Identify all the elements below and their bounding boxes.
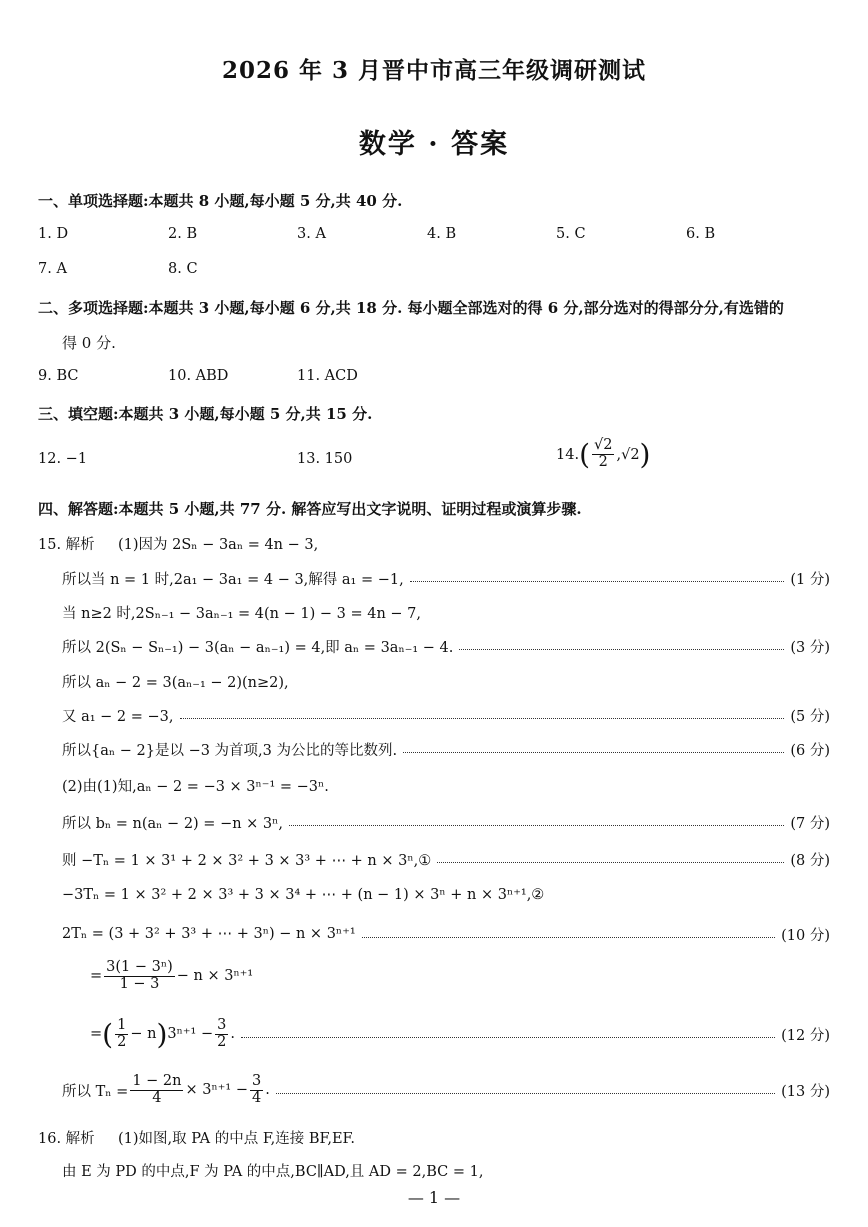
equals-sign: = bbox=[90, 968, 103, 985]
answer-item-14 bbox=[556, 438, 650, 471]
line-text: 所以{aₙ − 2}是以 −3 为首项,3 为公比的等比数列. bbox=[62, 742, 398, 759]
answer-label: 14. bbox=[556, 446, 580, 463]
fraction-numerator: 1 − 2n bbox=[132, 1072, 182, 1089]
section-heading-multi-choice: 二、多项选择题:本题共 3 小题,每小题 6 分,共 18 分. 每小题全部选对的得 6 分,部分选对的得部分分,有选错的 bbox=[38, 299, 784, 317]
dot-leader bbox=[403, 752, 784, 753]
dot-leader bbox=[276, 1093, 775, 1094]
answer-item: 11. ACD bbox=[297, 368, 358, 384]
line-text: 则 −Tₙ = 1 × 3¹ + 2 × 3² + 3 × 3³ + ⋯ + n × 3ⁿ,① bbox=[62, 852, 432, 869]
score-mark: (6 分) bbox=[790, 742, 830, 759]
line-text bbox=[62, 1074, 270, 1107]
score-mark: (1 分) bbox=[790, 571, 830, 588]
score-mark: (10 分) bbox=[781, 927, 830, 944]
paren-left: ( bbox=[579, 438, 590, 471]
dot-leader bbox=[241, 1037, 775, 1038]
exam-title: 2026 年 3 月晋中市高三年级调研测试 bbox=[221, 57, 647, 84]
fraction bbox=[250, 1074, 263, 1107]
solution-line-fraction bbox=[62, 1072, 830, 1106]
line-text bbox=[90, 1018, 235, 1051]
answer-item: 10. ABD bbox=[168, 368, 229, 384]
answer-item: 7. A bbox=[38, 261, 67, 277]
solution-line bbox=[62, 737, 830, 761]
solution-line bbox=[62, 922, 830, 946]
solution-line: 当 n≥2 时,2Sₙ₋₁ − 3aₙ₋₁ = 4(n − 1) − 3 = 4n − 7, bbox=[62, 606, 421, 622]
score-mark: (13 分) bbox=[781, 1083, 830, 1100]
solution-line bbox=[62, 810, 830, 834]
answer-item: 2. B bbox=[168, 226, 198, 242]
line-text: 所以 2(Sₙ − Sₙ₋₁) − 3(aₙ − aₙ₋₁) = 4,即 aₙ = 3aₙ₋₁ − 4. bbox=[62, 639, 454, 656]
score-mark: (12 分) bbox=[781, 1027, 830, 1044]
line-text: 又 a₁ − 2 = −3, bbox=[62, 708, 174, 725]
dot-leader bbox=[410, 581, 785, 582]
dot-leader bbox=[362, 937, 775, 938]
solution-line: −3Tₙ = 1 × 3² + 2 × 3³ + 3 × 3⁴ + ⋯ + (n − 1) × 3ⁿ + n × 3ⁿ⁺¹,② bbox=[62, 887, 545, 903]
fraction-denominator: 4 bbox=[251, 1089, 262, 1106]
answer-item: 3. A bbox=[297, 226, 326, 242]
equals-sign: = bbox=[90, 1026, 103, 1042]
line-text: − n bbox=[130, 1026, 157, 1042]
section-heading-solution: 四、解答题:本题共 5 小题,共 77 分. 解答应写出文字说明、证明过程或演算步骤. bbox=[38, 500, 582, 518]
paren-right: ) bbox=[156, 1017, 168, 1051]
fraction-denominator: 2 bbox=[217, 1033, 227, 1050]
dot-leader bbox=[437, 862, 784, 863]
question-15-label: 15. 解析 bbox=[38, 537, 95, 553]
fraction-numerator: 3(1 − 3ⁿ) bbox=[106, 959, 173, 975]
fraction-denominator: 1 − 3 bbox=[119, 975, 160, 992]
question-16-label: 16. 解析 bbox=[38, 1131, 95, 1147]
section-heading-fill-blank: 三、填空题:本题共 3 小题,每小题 5 分,共 15 分. bbox=[38, 405, 373, 423]
answer-item: 8. C bbox=[168, 261, 198, 277]
solution-line: 由 E 为 PD 的中点,F 为 PA 的中点,BC∥AD,且 AD = 2,BC = 1, bbox=[62, 1164, 484, 1180]
answer-item: 6. B bbox=[686, 226, 716, 242]
dot-leader bbox=[459, 649, 784, 650]
score-mark: (3 分) bbox=[790, 639, 830, 656]
solution-line bbox=[62, 703, 830, 727]
paren-left: ( bbox=[102, 1017, 114, 1051]
score-mark: (7 分) bbox=[790, 815, 830, 832]
answer-tail: ,√2 bbox=[616, 446, 640, 463]
solution-line-fraction bbox=[90, 1016, 830, 1051]
solution-line: 所以 aₙ − 2 = 3(aₙ₋₁ − 2)(n≥2), bbox=[62, 675, 289, 691]
line-text: 所以 Tₙ = bbox=[62, 1083, 129, 1100]
subject-title: 数学 · 答案 bbox=[358, 129, 510, 160]
fraction-denominator: 2 bbox=[598, 454, 608, 470]
fraction bbox=[115, 1018, 128, 1051]
fraction-numerator: 1 bbox=[117, 1016, 127, 1033]
section-heading-continued: 得 0 分. bbox=[62, 334, 116, 352]
fraction bbox=[592, 438, 614, 471]
answer-item: 4. B bbox=[427, 226, 457, 242]
line-text: 所以 bₙ = n(aₙ − 2) = −n × 3ⁿ, bbox=[62, 815, 284, 832]
score-mark: (5 分) bbox=[790, 708, 830, 725]
page-number: — 1 — bbox=[407, 1188, 461, 1207]
fraction bbox=[104, 960, 175, 993]
fraction-denominator: 4 bbox=[152, 1089, 162, 1106]
line-text: − n × 3ⁿ⁺¹ bbox=[176, 968, 254, 985]
section-heading-single-choice: 一、单项选择题:本题共 8 小题,每小题 5 分,共 40 分. bbox=[38, 192, 403, 210]
score-mark: (8 分) bbox=[790, 852, 830, 869]
answer-item: 1. D bbox=[38, 226, 69, 242]
line-text: 3ⁿ⁺¹ − bbox=[167, 1026, 214, 1042]
line-text: 2Tₙ = (3 + 3² + 3³ + ⋯ + 3ⁿ) − n × 3ⁿ⁺¹ bbox=[62, 926, 356, 942]
paren-right: ) bbox=[639, 438, 651, 471]
period: . bbox=[230, 1026, 235, 1042]
line-text: 所以当 n = 1 时,2a₁ − 3a₁ = 4 − 3,解得 a₁ = −1, bbox=[62, 571, 404, 588]
period: . bbox=[265, 1082, 270, 1098]
fraction-denominator: 2 bbox=[117, 1033, 127, 1050]
answer-item: 13. 150 bbox=[297, 451, 353, 467]
solution-line bbox=[62, 847, 830, 871]
fraction-numerator: 3 bbox=[251, 1072, 262, 1089]
fraction-numerator: 3 bbox=[217, 1016, 227, 1033]
solution-line: (2)由(1)知,aₙ − 2 = −3 × 3ⁿ⁻¹ = −3ⁿ. bbox=[62, 779, 329, 795]
fraction-numerator: √2 bbox=[594, 437, 613, 454]
fraction bbox=[130, 1074, 183, 1107]
line-text: × 3ⁿ⁺¹ − bbox=[185, 1082, 248, 1098]
solution-line: (1)因为 2Sₙ − 3aₙ = 4n − 3, bbox=[118, 537, 319, 553]
fraction bbox=[215, 1018, 228, 1051]
solution-line bbox=[62, 566, 830, 590]
solution-line: (1)如图,取 PA 的中点 F,连接 BF,EF. bbox=[118, 1131, 355, 1147]
solution-line bbox=[62, 634, 830, 658]
answer-item: 5. C bbox=[556, 226, 586, 242]
dot-leader bbox=[180, 718, 785, 719]
solution-line-fraction bbox=[90, 960, 253, 993]
dot-leader bbox=[289, 825, 784, 826]
answer-item: 9. BC bbox=[38, 368, 79, 384]
answer-item: 12. −1 bbox=[38, 451, 88, 467]
